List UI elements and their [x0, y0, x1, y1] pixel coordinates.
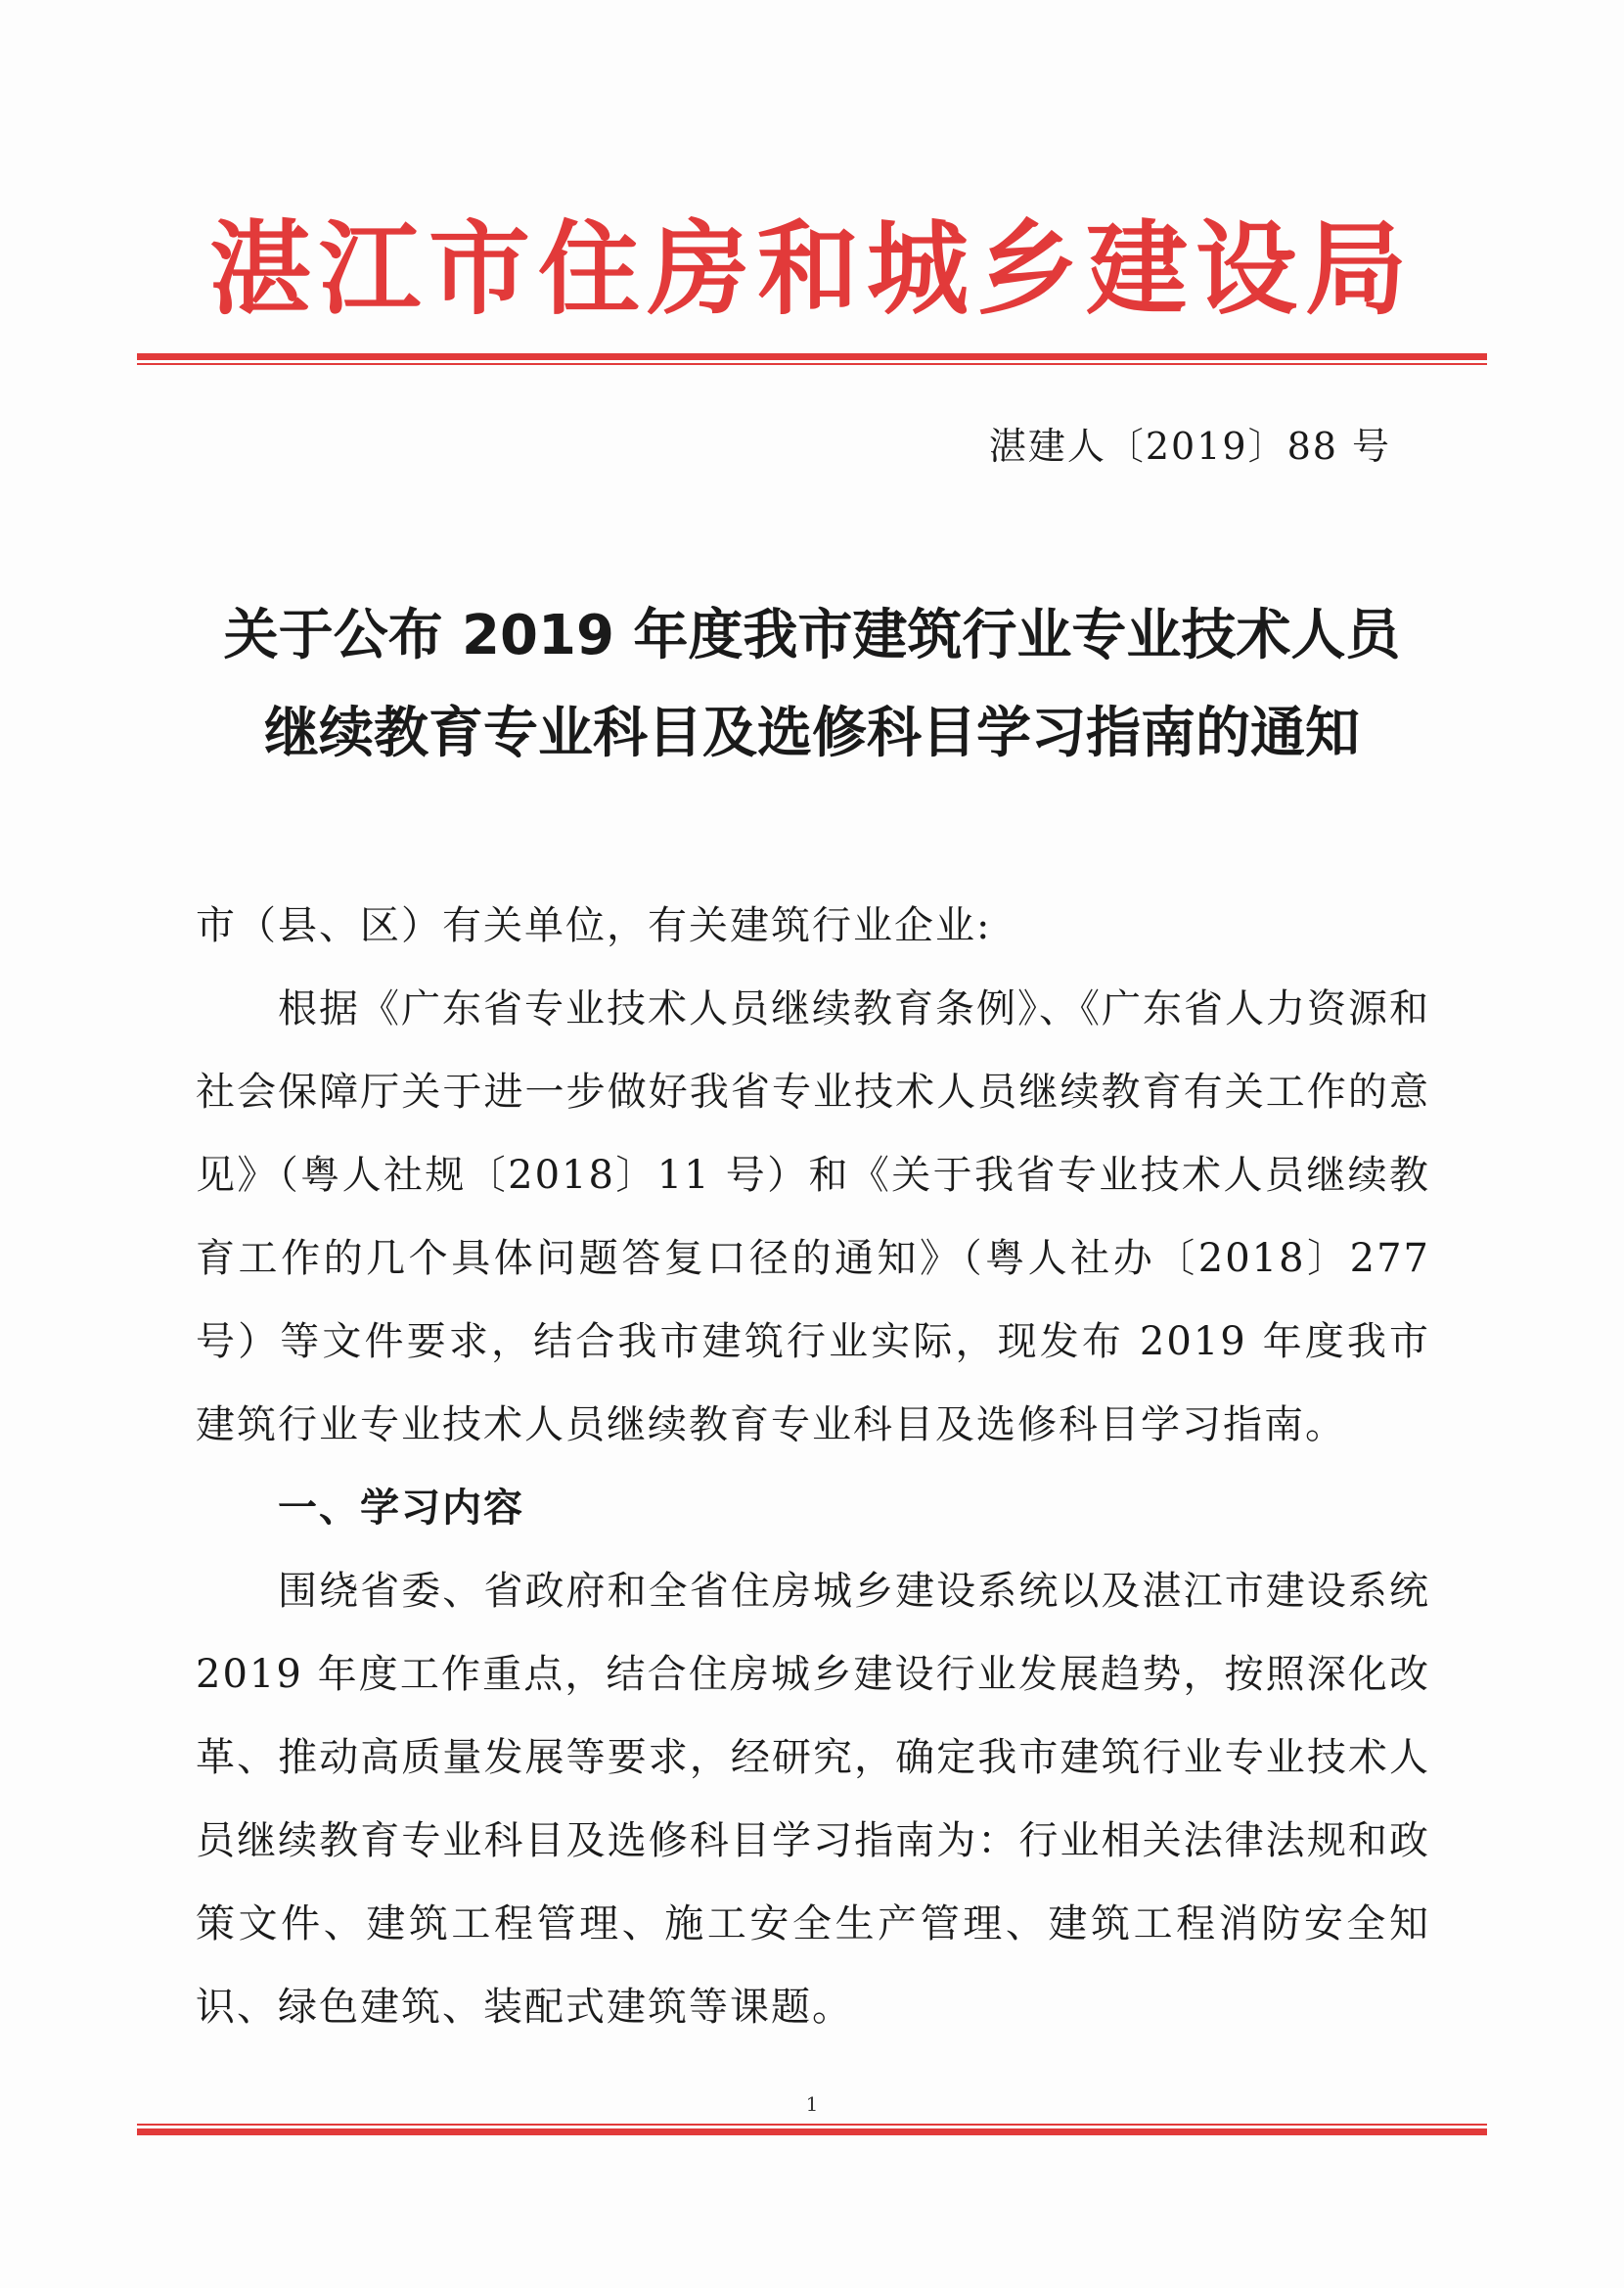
document-title-line-1: 关于公布 2019 年度我市建筑行业专业技术人员	[223, 604, 1401, 667]
document-title-line-2: 继续教育专业科目及选修科目学习指南的通知	[264, 702, 1360, 765]
issuing-authority-title: 湛江市住房和城乡建设局	[208, 208, 1415, 329]
page-number: 1	[805, 2092, 819, 2116]
document-number: 湛建人〔2019〕88 号	[988, 425, 1391, 468]
paragraph-basis: 根据《广东省专业技术人员继续教育条例》、《广东省人力资源和社会保障厅关于进一步做好我省专业技术人员继续教育有关工作的意见》（粤人社规〔2018〕11 号）和《关于我省专业技术人员继续教育工作的几个具体问题答复口径的通知》（粤人社办〔2018〕277 号）等文件要求，结合我市建筑行业实际，现发布 2019 年度我市建筑行业专业技术人员继续教育专业科目及选修科目学习指南。	[196, 986, 1430, 1447]
section-heading-learning-content: 一、学习内容	[278, 1486, 524, 1531]
document-title	[137, 587, 1487, 783]
salutation: 市（县、区）有关单位，有关建筑行业企业:	[196, 903, 992, 948]
footer-red-rule	[137, 2124, 1487, 2135]
header-red-rule	[137, 353, 1487, 365]
document-body	[196, 885, 1430, 2049]
paragraph-learning-content: 围绕省委、省政府和全省住房城乡建设系统以及湛江市建设系统 2019 年度工作重点，结合住房城乡建设行业发展趋势，按照深化改革、推动高质量发展等要求，经研究，确定我市建筑行业专业技术人员继续教育专业科目及选修科目学习指南为：行业相关法律法规和政策文件、建筑工程管理、施工安全生产管理、建筑工程消防安全知识、绿色建筑、装配式建筑等课题。	[196, 1569, 1430, 2030]
